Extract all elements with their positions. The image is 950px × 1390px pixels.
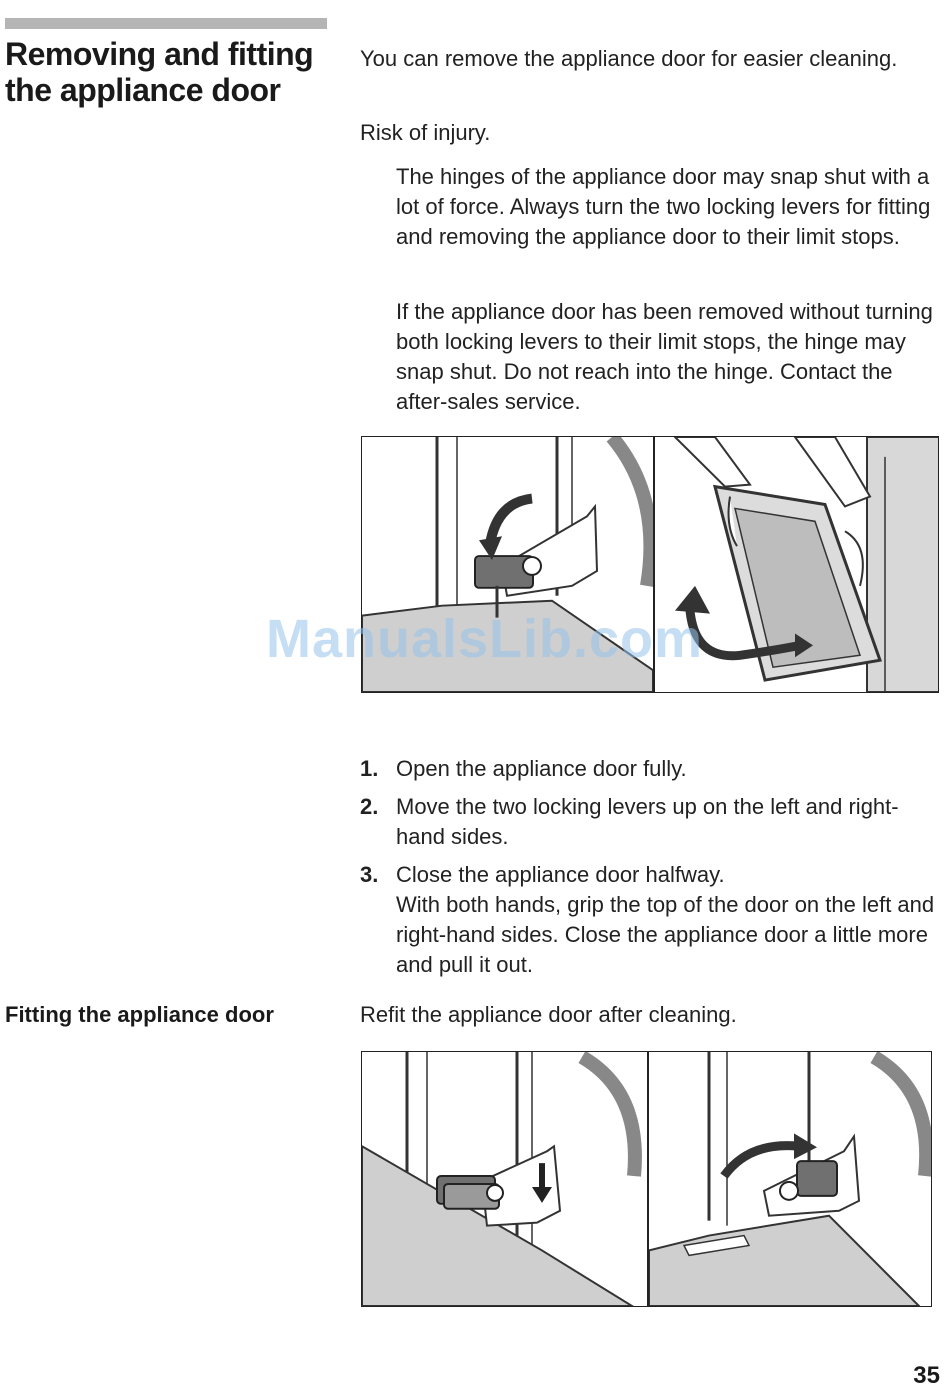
watermark: ManualsLib.com [266,609,704,669]
warning-paragraph-1: The hinges of the appliance door may snap shut with a lot of force. Always turn the two locking levers for fitting and removing the appliance door to their limit stops. [396,164,931,249]
step-item [360,860,945,980]
instruction-steps [360,754,945,988]
fitting-illustration [361,1051,932,1307]
step-number: 3. [360,862,379,887]
step-number: 1. [360,756,379,781]
step-item [360,792,945,852]
fitting-text: Refit the appliance door after cleaning. [360,1002,737,1027]
fitting-heading: Fitting the appliance door [5,1002,274,1027]
page-number: 35 [913,1362,940,1389]
warning-heading: Risk of injury. [360,120,491,145]
warning-paragraph-2: If the appliance door has been removed without turning both locking levers to their limit stops, the hinge may snap shut. Do not reach into the hinge. Contact the after-sales service. [396,299,933,414]
step-text: Open the appliance door fully. [396,756,687,781]
step-number: 2. [360,794,379,819]
section-rule [5,18,327,29]
step-text: Close the appliance door halfway. [396,862,725,887]
section-title: Removing and fitting the appliance door [5,36,314,108]
lever-down-illustration [362,1052,647,1306]
step-item [360,754,945,784]
step-text: Move the two locking levers up on the left and right-hand sides. [396,794,899,849]
lever-close-illustration [649,1052,932,1306]
step-detail: With both hands, grip the top of the door on the left and right-hand sides. Close the appliance door a little more and pull it out. [396,892,935,977]
intro-text: You can remove the appliance door for easier cleaning. [360,46,898,71]
